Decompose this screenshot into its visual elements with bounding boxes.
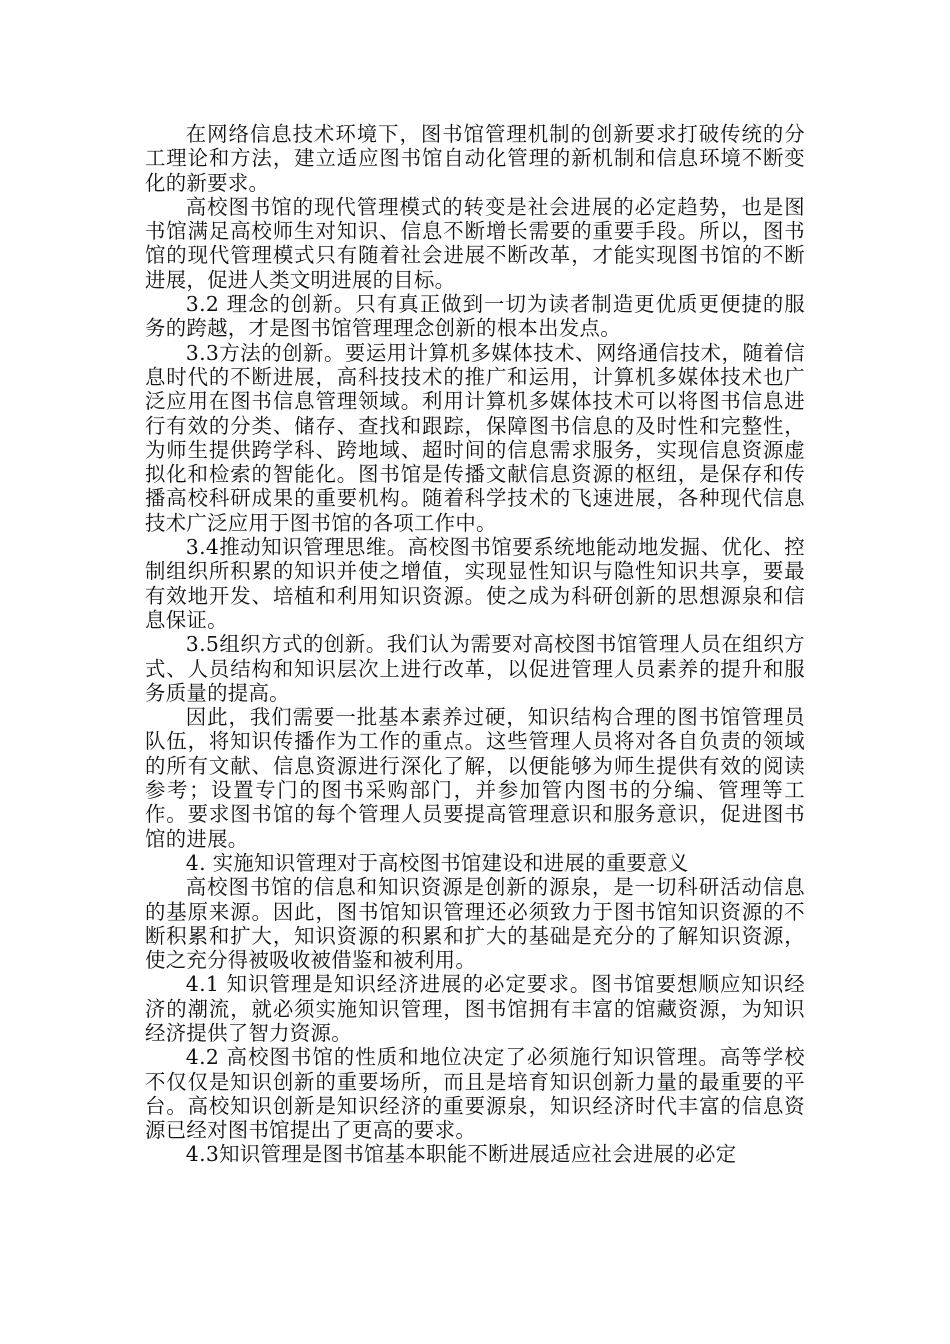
paragraph-3-5-organization-innovation: 3.5组织方式的创新。我们认为需要对高校图书馆管理人员在组织方式、人员结构和知识层次上进行改革，以促进管理人员素养的提升和服务质量的提高。 (145, 632, 805, 705)
paragraph-3-3-method-innovation: 3.3方法的创新。要运用计算机多媒体技术、网络通信技术，随着信息时代的不断进展，高科技技术的推广和运用，计算机多媒体技术也广泛应用在图书信息管理领域。利用计算机多媒体技术可以将图书信息进行有效的分类、储存、查找和跟踪，保障图书信息的及时性和完整性，为师生提供跨学科、跨地域、超时间的信息需求服务，实现信息资源虚拟化和检索的智能化。图书馆是传播文献信息资源的枢纽，是保存和传播高校科研成果的重要机构。随着科学技术的飞速进展，各种现代信息技术广泛应用于图书馆的各项工作中。 (145, 340, 805, 535)
paragraph-knowledge-resources: 高校图书馆的信息和知识资源是创新的源泉，是一切科研活动信息的基原来源。因此，图书馆知识管理还必须致力于图书馆知识资源的不断积累和扩大，知识资源的积累和扩大的基础是充分的了解知识资源，使之充分得被吸收被借鉴和被利用。 (145, 875, 805, 973)
paragraph-network-management: 在网络信息技术环境下，图书馆管理机制的创新要求打破传统的分工理论和方法，建立适应图书馆自动化管理的新机制和信息环境不断变化的新要求。 (145, 122, 805, 195)
paragraph-3-2-concept-innovation: 3.2 理念的创新。只有真正做到一切为读者制造更优质更便捷的服务的跨越，才是图书馆管理理念创新的根本出发点。 (145, 292, 805, 341)
document-body (145, 122, 805, 1167)
paragraph-4-1-knowledge-economy: 4.1 知识管理是知识经济进展的必定要求。图书馆要想顺应知识经济的潮流，就必须实施知识管理，图书馆拥有丰富的馆藏资源，为知识经济提供了智力资源。 (145, 972, 805, 1045)
paragraph-4-2-university-library: 4.2 高校图书馆的性质和地位决定了必须施行知识管理。高等学校不仅仅是知识创新的重要场所，而且是培育知识创新力量的最重要的平台。高校知识创新是知识经济的重要源泉，知识经济时代丰富的信息资源已经对图书馆提出了更高的要求。 (145, 1045, 805, 1143)
section-heading-4: 4. 实施知识管理对于高校图书馆建设和进展的重要意义 (185, 850, 689, 875)
paragraph-modern-management-mode: 高校图书馆的现代管理模式的转变是社会进展的必定趋势，也是图书馆满足高校师生对知识、信息不断增长需要的重要手段。所以，图书馆的现代管理模式只有随着社会进展不断改革，才能实现图书馆的不断进展，促进人类文明进展的目标。 (145, 194, 805, 292)
paragraph-librarian-team: 因此，我们需要一批基本素养过硬，知识结构合理的图书馆管理员队伍，将知识传播作为工作的重点。这些管理人员将对各自负责的领域的所有文献、信息资源进行深化了解，以便能够为师生提供有效的阅读参考；设置专门的图书采购部门，并参加管内图书的分编、管理等工作。要求图书馆的每个管理人员要提高管理意识和服务意识，促进图书馆的进展。 (145, 705, 805, 851)
paragraph-4-3-basic-functions: 4.3知识管理是图书馆基本职能不断进展适应社会进展的必定 (185, 1142, 737, 1167)
paragraph-3-4-knowledge-thinking: 3.4推动知识管理思维。高校图书馆要系统地能动地发掘、优化、控制组织所积累的知识并使之增值，实现显性知识与隐性知识共享，要最有效地开发、培植和利用知识资源。使之成为科研创新的思想源泉和信息保证。 (145, 535, 805, 632)
